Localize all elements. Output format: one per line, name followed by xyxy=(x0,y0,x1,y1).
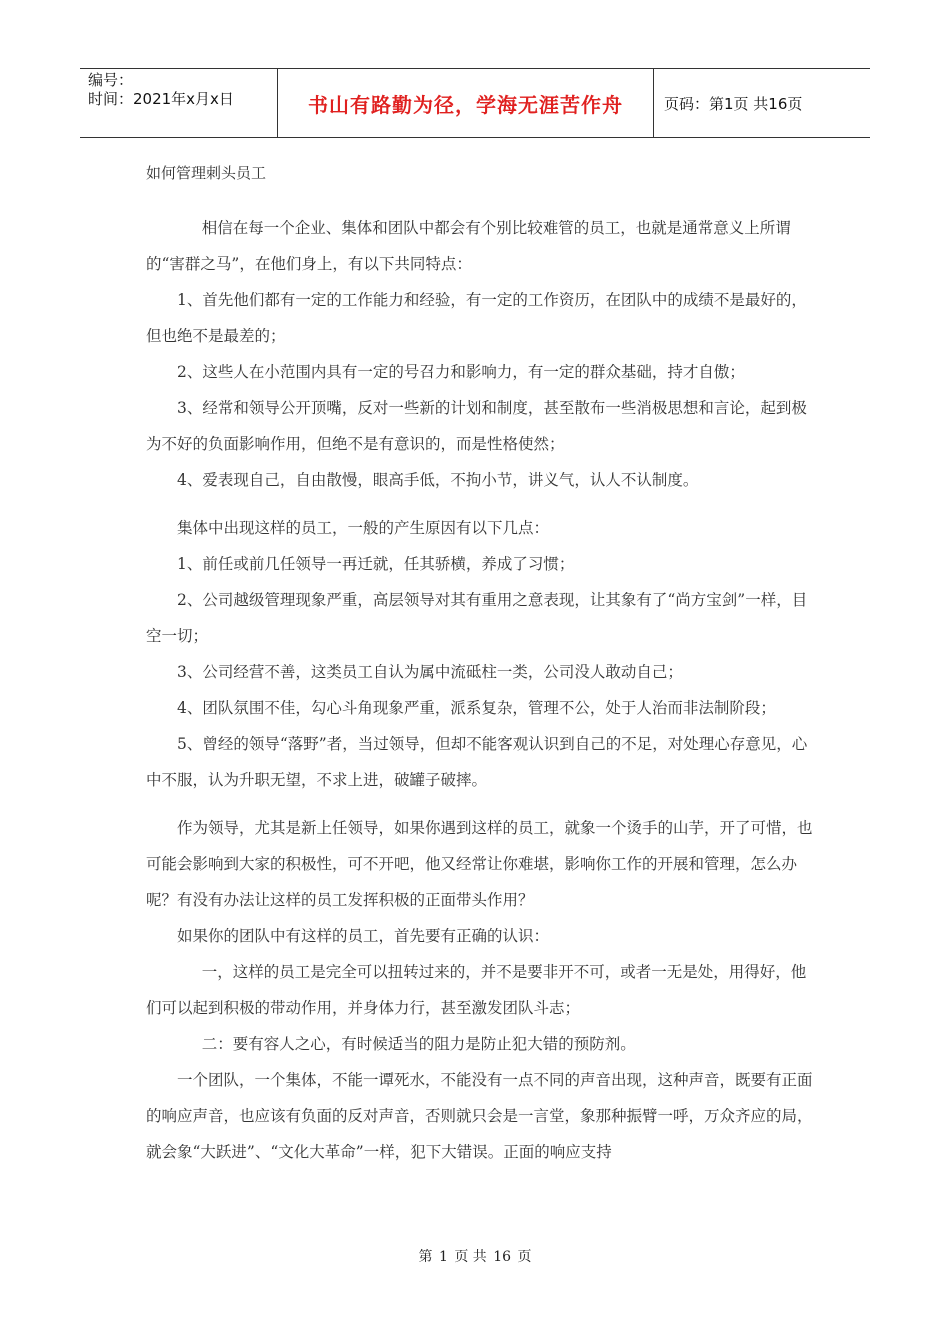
document-header xyxy=(80,68,870,138)
paragraph: 作为领导，尤其是新上任领导，如果你遇到这样的员工，就象一个烫手的山芋，开了可惜，也可能会影响到大家的积极性，可不开吧，他又经常让你难堪，影响你工作的开展和管理，怎么办呢？有没有办法让这样的员工发挥积极的正面带头作用？ xyxy=(146,819,813,909)
paragraph: 1、首先他们都有一定的工作能力和经验，有一定的工作资历，在团队中的成绩不是最好的，但也绝不是最差的； xyxy=(146,291,807,345)
paragraph: 一个团队，一个集体，不能一谭死水，不能没有一点不同的声音出现，这种声音，既要有正面的响应声音，也应该有负面的反对声音，否则就只会是一言堂，象那种振臂一呼，万众齐应的局，就会象“大跃进”、“文化大革命”一样，犯下大错误。正面的响应支持 xyxy=(146,1071,813,1161)
paragraph: 2、公司越级管理现象严重，高层领导对其有重用之意表现，让其象有了“尚方宝剑”一样，目空一切； xyxy=(146,591,808,645)
paragraph: 二：要有容人之心，有时候适当的阻力是防止犯大错的预防剂。 xyxy=(201,1035,636,1053)
footer-total-pages: 16 xyxy=(493,1249,512,1265)
paragraph: 一，这样的员工是完全可以扭转过来的，并不是要非开不可，或者一无是处，用得好，他们可以起到积极的带动作用，并身体力行，甚至激发团队斗志； xyxy=(146,963,807,1017)
paragraph: 5、曾经的领导“落野”者，当过领导，但却不能客观认识到自己的不足，对处理心存意见，心中不服，认为升职无望，不求上进，破罐子破摔。 xyxy=(146,735,808,789)
footer-mid: 页 共 xyxy=(454,1249,487,1265)
date-label: 时间：2021年x月x日 xyxy=(88,90,234,108)
paragraph: 2、这些人在小范围内具有一定的号召力和影响力，有一定的群众基础，持才自傲； xyxy=(177,363,745,381)
header-page-info: 页码：第1页 共16页 xyxy=(664,94,803,113)
footer-page-number: 1 xyxy=(438,1249,448,1265)
document-body xyxy=(146,210,814,1170)
footer-prefix: 第 xyxy=(418,1249,433,1265)
header-meta xyxy=(80,69,278,137)
paragraph: 4、爱表现自己，自由散慢，眼高手低，不拘小节，讲义气，认人不认制度。 xyxy=(177,471,699,489)
header-motto-cell xyxy=(278,69,654,137)
paragraph: 相信在每一个企业、集体和团队中都会有个别比较难管的员工，也就是通常意义上所谓的“害群之马”，在他们身上，有以下共同特点： xyxy=(146,219,791,273)
document-title: 如何管理刺头员工 xyxy=(146,164,267,182)
page-footer xyxy=(0,1246,950,1266)
paragraph: 集体中出现这样的员工，一般的产生原因有以下几点： xyxy=(177,519,550,537)
paragraph: 3、经常和领导公开顶嘴，反对一些新的计划和制度，甚至散布一些消极思想和言论，起到极为不好的负面影响作用，但绝不是有意识的，而是性格使然； xyxy=(146,399,807,453)
number-label: 编号： xyxy=(88,71,134,89)
paragraph: 3、公司经营不善，这类员工自认为属中流砥柱一类，公司没人敢动自己； xyxy=(177,663,683,681)
paragraph: 如果你的团队中有这样的员工，首先要有正确的认识： xyxy=(177,927,550,945)
motto: 书山有路勤为径，学海无涯苦作舟 xyxy=(308,92,623,117)
footer-suffix: 页 xyxy=(517,1249,532,1265)
paragraph: 1、前任或前几任领导一再迁就，任其骄横，养成了习惯； xyxy=(177,555,575,573)
paragraph: 4、团队氛围不佳，勾心斗角现象严重，派系复杂，管理不公，处于人治而非法制阶段； xyxy=(177,699,776,717)
